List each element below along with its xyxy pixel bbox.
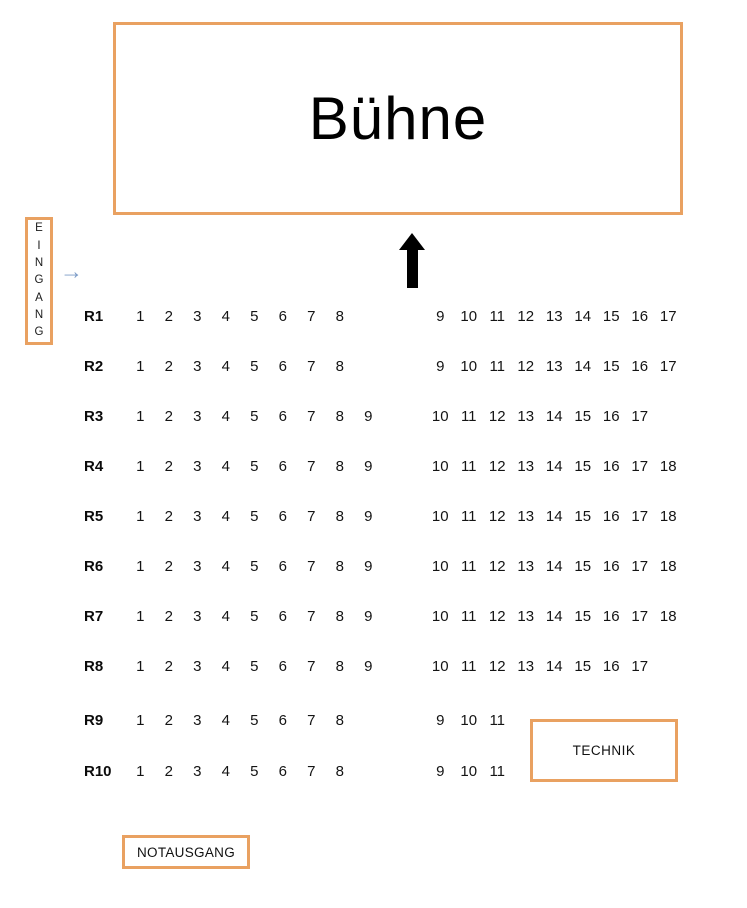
seat-number: 4: [221, 608, 230, 625]
seat-block-right: [426, 408, 654, 425]
seat-number: 1: [136, 712, 145, 729]
seat-number: 6: [278, 358, 287, 375]
seat-number: 18: [659, 458, 677, 475]
seat-number: 5: [250, 508, 259, 525]
seat-number: 2: [164, 308, 173, 325]
seat-number: 1: [136, 358, 145, 375]
seat-block-right: [426, 712, 512, 729]
seat-number: 3: [193, 712, 202, 729]
seat-number: 11: [460, 658, 477, 675]
entrance-label: E I N G A N G: [34, 222, 44, 339]
seat-number: 8: [335, 358, 344, 375]
seat-block-right: [426, 558, 683, 575]
seat-number: 7: [307, 408, 316, 425]
seat-number: 11: [489, 763, 506, 780]
arrow-stem: [407, 250, 418, 288]
row-label: R10: [84, 763, 112, 780]
seat-number: 12: [488, 408, 506, 425]
seat-block-left: [126, 658, 383, 675]
seat-number: 2: [164, 712, 173, 729]
seat-number: 3: [193, 358, 202, 375]
seat-block-right: [426, 608, 683, 625]
seat-number: 16: [602, 658, 620, 675]
seat-number: 9: [364, 608, 373, 625]
seat-number: 2: [164, 358, 173, 375]
seat-row-R8: [0, 658, 747, 678]
seat-number: 14: [545, 458, 563, 475]
seat-number: 18: [659, 558, 677, 575]
seat-number: 4: [221, 308, 230, 325]
seat-number: 5: [250, 408, 259, 425]
seat-number: 13: [545, 308, 563, 325]
seat-number: 16: [631, 358, 649, 375]
seat-number: 10: [431, 608, 449, 625]
seat-block-right: [426, 358, 683, 375]
seat-number: 11: [460, 408, 477, 425]
stage-box: [113, 22, 683, 215]
row-label: R1: [84, 308, 104, 325]
seat-number: 15: [574, 458, 592, 475]
seat-number: 18: [659, 608, 677, 625]
seat-row-R6: [0, 558, 747, 578]
seat-number: 7: [307, 763, 316, 780]
seat-number: 15: [574, 658, 592, 675]
seat-number: 16: [602, 458, 620, 475]
seat-number: 1: [136, 763, 145, 780]
seat-block-right: [426, 658, 654, 675]
seat-number: 16: [602, 558, 620, 575]
seat-number: 11: [489, 712, 506, 729]
seat-number: 14: [545, 608, 563, 625]
seat-number: 2: [164, 608, 173, 625]
seat-number: 4: [221, 408, 230, 425]
seat-number: 1: [136, 308, 145, 325]
emergency-exit-label: NOTAUSGANG: [136, 844, 235, 860]
seat-number: 11: [460, 508, 477, 525]
seat-number: 11: [460, 558, 477, 575]
seat-number: 17: [631, 508, 649, 525]
seat-number: 12: [488, 558, 506, 575]
row-label: R3: [84, 408, 104, 425]
seat-number: 12: [517, 358, 535, 375]
seat-number: 8: [335, 508, 344, 525]
seat-number: 17: [659, 358, 677, 375]
seat-number: 8: [335, 558, 344, 575]
seat-number: 14: [574, 308, 592, 325]
seat-number: 4: [221, 658, 230, 675]
seat-number: 13: [517, 658, 535, 675]
seat-number: 2: [164, 458, 173, 475]
seat-number: 12: [488, 658, 506, 675]
seat-number: 12: [517, 308, 535, 325]
seat-number: 14: [545, 508, 563, 525]
seat-number: 12: [488, 508, 506, 525]
seat-number: 10: [460, 712, 478, 729]
seat-number: 9: [364, 508, 373, 525]
seat-number: 9: [364, 558, 373, 575]
row-label: R7: [84, 608, 104, 625]
seat-number: 9: [364, 658, 373, 675]
seat-number: 7: [307, 658, 316, 675]
seat-number: 11: [460, 458, 477, 475]
row-label: R5: [84, 508, 104, 525]
seat-number: 13: [517, 408, 535, 425]
entrance-arrow-icon: →: [60, 258, 83, 284]
technik-label: TECHNIK: [572, 743, 636, 758]
seat-number: 8: [335, 608, 344, 625]
seat-number: 5: [250, 763, 259, 780]
seat-number: 7: [307, 508, 316, 525]
seat-number: 8: [335, 658, 344, 675]
seat-number: 5: [250, 458, 259, 475]
seat-number: 4: [221, 763, 230, 780]
seat-number: 17: [659, 308, 677, 325]
seat-number: 6: [278, 712, 287, 729]
seat-number: 5: [250, 558, 259, 575]
seat-number: 8: [335, 458, 344, 475]
seat-number: 8: [335, 712, 344, 729]
seat-number: 2: [164, 408, 173, 425]
seat-block-left: [126, 458, 383, 475]
seat-block-right: [426, 308, 683, 325]
seat-number: 13: [517, 558, 535, 575]
seat-number: 16: [602, 408, 620, 425]
seat-number: 7: [307, 608, 316, 625]
seat-number: 3: [193, 458, 202, 475]
seat-number: 4: [221, 558, 230, 575]
seat-number: 6: [278, 658, 287, 675]
seat-number: 2: [164, 763, 173, 780]
seat-number: 1: [136, 458, 145, 475]
seat-number: 17: [631, 408, 649, 425]
seat-number: 10: [460, 763, 478, 780]
seat-number: 3: [193, 658, 202, 675]
seat-number: 1: [136, 608, 145, 625]
arrow-head: [399, 233, 425, 250]
seat-number: 6: [278, 458, 287, 475]
seat-number: 5: [250, 358, 259, 375]
seat-number: 11: [460, 608, 477, 625]
seat-number: 6: [278, 408, 287, 425]
stage-label: Bühne: [308, 85, 488, 152]
seat-number: 10: [431, 558, 449, 575]
seat-number: 6: [278, 763, 287, 780]
seat-number: 3: [193, 558, 202, 575]
seat-number: 11: [489, 308, 506, 325]
seat-number: 5: [250, 712, 259, 729]
seat-number: 14: [545, 558, 563, 575]
seat-number: 3: [193, 408, 202, 425]
seat-number: 3: [193, 763, 202, 780]
seat-number: 13: [517, 458, 535, 475]
seat-block-right: [426, 508, 683, 525]
seat-number: 12: [488, 608, 506, 625]
seat-number: 17: [631, 608, 649, 625]
seat-number: 3: [193, 308, 202, 325]
seat-number: 5: [250, 658, 259, 675]
seat-block-left: [126, 558, 383, 575]
seat-number: 16: [631, 308, 649, 325]
seat-number: 17: [631, 558, 649, 575]
seat-number: 10: [431, 508, 449, 525]
seat-number: 1: [136, 658, 145, 675]
seat-number: 4: [221, 458, 230, 475]
seat-number: 7: [307, 308, 316, 325]
seat-number: 15: [602, 358, 620, 375]
seat-row-R1: [0, 308, 747, 328]
seat-number: 9: [364, 458, 373, 475]
seat-number: 13: [517, 508, 535, 525]
row-label: R2: [84, 358, 104, 375]
seat-number: 17: [631, 658, 649, 675]
seat-number: 18: [659, 508, 677, 525]
seat-number: 6: [278, 608, 287, 625]
seat-number: 10: [431, 658, 449, 675]
seat-number: 7: [307, 458, 316, 475]
seat-number: 13: [545, 358, 563, 375]
seat-number: 5: [250, 608, 259, 625]
row-label: R4: [84, 458, 104, 475]
seat-number: 8: [335, 408, 344, 425]
seat-number: 13: [517, 608, 535, 625]
seat-block-left: [126, 408, 383, 425]
seat-number: 7: [307, 358, 316, 375]
seat-number: 3: [193, 508, 202, 525]
seat-block-left: [126, 712, 354, 729]
seat-number: 9: [436, 308, 445, 325]
stage-direction-arrow-icon: [399, 233, 425, 288]
seat-row-R4: [0, 458, 747, 478]
seat-row-R2: [0, 358, 747, 378]
seat-number: 15: [574, 558, 592, 575]
seat-number: 1: [136, 408, 145, 425]
seat-number: 2: [164, 558, 173, 575]
seat-number: 14: [574, 358, 592, 375]
seat-number: 10: [460, 308, 478, 325]
seat-number: 4: [221, 712, 230, 729]
row-label: R8: [84, 658, 104, 675]
row-label: R9: [84, 712, 104, 729]
seat-number: 5: [250, 308, 259, 325]
seat-number: 14: [545, 408, 563, 425]
seat-number: 15: [574, 508, 592, 525]
seat-number: 8: [335, 763, 344, 780]
seat-row-R3: [0, 408, 747, 428]
seat-number: 1: [136, 558, 145, 575]
seat-number: 9: [436, 763, 445, 780]
seat-number: 9: [436, 712, 445, 729]
seat-number: 3: [193, 608, 202, 625]
seat-number: 4: [221, 508, 230, 525]
seat-number: 1: [136, 508, 145, 525]
seat-number: 7: [307, 558, 316, 575]
seat-number: 2: [164, 508, 173, 525]
seat-row-R7: [0, 608, 747, 628]
seat-block-right: [426, 458, 683, 475]
seat-block-left: [126, 308, 354, 325]
seat-block-left: [126, 763, 354, 780]
seat-number: 16: [602, 508, 620, 525]
seat-number: 9: [364, 408, 373, 425]
emergency-exit-box: [122, 835, 250, 869]
seat-block-left: [126, 358, 354, 375]
seat-block-right: [426, 763, 512, 780]
seat-number: 10: [460, 358, 478, 375]
seat-number: 2: [164, 658, 173, 675]
seat-number: 6: [278, 308, 287, 325]
seat-number: 15: [574, 408, 592, 425]
seat-number: 4: [221, 358, 230, 375]
seat-number: 15: [602, 308, 620, 325]
seat-number: 11: [489, 358, 506, 375]
seat-block-left: [126, 608, 383, 625]
seat-row-R5: [0, 508, 747, 528]
seat-number: 7: [307, 712, 316, 729]
seat-block-left: [126, 508, 383, 525]
seat-number: 8: [335, 308, 344, 325]
seat-number: 10: [431, 408, 449, 425]
seat-number: 14: [545, 658, 563, 675]
seat-number: 6: [278, 508, 287, 525]
technik-box: [530, 719, 678, 782]
seat-number: 6: [278, 558, 287, 575]
seat-number: 15: [574, 608, 592, 625]
seat-number: 17: [631, 458, 649, 475]
seat-number: 12: [488, 458, 506, 475]
row-label: R6: [84, 558, 104, 575]
seat-number: 9: [436, 358, 445, 375]
seat-number: 16: [602, 608, 620, 625]
seat-number: 10: [431, 458, 449, 475]
